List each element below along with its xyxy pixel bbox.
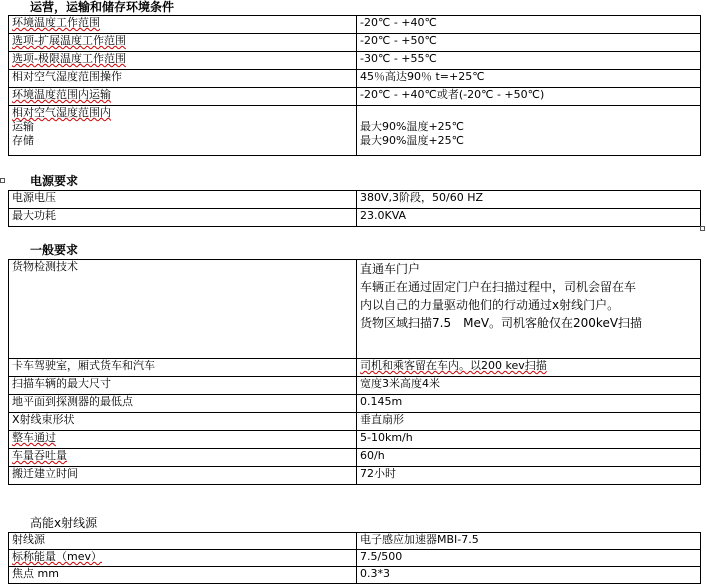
row-label: 相对空气湿度范围内 运输 存储	[9, 106, 357, 156]
row-value: 最大90%温度+25℃ 最大90%温度+25℃	[357, 106, 701, 156]
row-value: 直通车门户 车辆正在通过固定门户在扫描过程中，司机会留在车 内以自己的力量驱动他们的行动通过x射线门户。 货物区域扫描7.5 MeV。司机客舱仅在200keV扫描	[357, 260, 701, 359]
row-value: -20℃ - +50℃	[357, 34, 701, 52]
table-row	[9, 260, 701, 359]
row-value: 司机和乘客留在车内。以200 kev扫描	[357, 359, 701, 377]
row-label: 射线源	[9, 533, 357, 550]
row-label: 相对空气湿度范围操作	[9, 70, 357, 88]
table-row	[9, 359, 701, 377]
row-label: 焦点 mm	[9, 567, 357, 584]
row-value: -20℃ - +40℃或者(-20℃ - +50℃)	[357, 88, 701, 106]
table-row	[9, 377, 701, 395]
row-value: 5-10km/h	[357, 431, 701, 449]
row-value: 宽度3米高度4米	[357, 377, 701, 395]
section-title-general: 一般要求	[30, 243, 79, 257]
row-value: 60/h	[357, 449, 701, 467]
row-label: 选项-极限温度工作范围	[9, 52, 357, 70]
row-value: 电子感应加速器MBI-7.5	[357, 533, 701, 550]
row-label: 搬迁建立时间	[9, 467, 357, 485]
row-label: 卡车驾驶室，厢式货车和汽车	[9, 359, 357, 377]
table-row	[9, 413, 701, 431]
table-row	[9, 52, 701, 70]
power-table	[8, 190, 701, 227]
table-row	[9, 16, 701, 34]
table-row	[9, 467, 701, 485]
row-label: 整车通过	[9, 431, 357, 449]
table-row	[9, 533, 701, 550]
row-label: 车量吞吐量	[9, 449, 357, 467]
row-label: 环境温度工作范围	[9, 16, 357, 34]
row-label: X射线束形状	[9, 413, 357, 431]
row-label: 最大功耗	[9, 209, 357, 227]
table-row	[9, 191, 701, 209]
row-value: 72小时	[357, 467, 701, 485]
section-title-environment: 运营，运输和储存环境条件	[30, 0, 175, 14]
row-label: 标称能量（mev）	[9, 550, 357, 567]
table-row	[9, 567, 701, 584]
table-row	[9, 34, 701, 52]
row-value: 0.3*3	[357, 567, 701, 584]
row-label: 电源电压	[9, 191, 357, 209]
row-label: 扫描车辆的最大尺寸	[9, 377, 357, 395]
row-value: -30℃ - +55℃	[357, 52, 701, 70]
row-label: 地平面到探测器的最低点	[9, 395, 357, 413]
table-row	[9, 449, 701, 467]
row-label: 环境温度范围内运输	[9, 88, 357, 106]
table-row	[9, 88, 701, 106]
row-value: 垂直扇形	[357, 413, 701, 431]
environment-table	[8, 15, 701, 156]
row-value: 7.5/500	[357, 550, 701, 567]
row-label: 货物检测技术	[9, 260, 357, 359]
table-row	[9, 106, 701, 156]
row-label: 选项-扩展温度工作范围	[9, 34, 357, 52]
anchor-marker-icon	[0, 178, 5, 183]
table-row	[9, 209, 701, 227]
xray-source-table	[8, 532, 701, 584]
section-title-power: 电源要求	[30, 174, 79, 188]
section-title-xray-source: 高能x射线源	[30, 516, 98, 530]
row-value: 380V,3阶段，50/60 HZ	[357, 191, 701, 209]
table-resize-handle-icon	[700, 226, 705, 231]
table-row	[9, 70, 701, 88]
row-value: 45％高达90％ t=+25℃	[357, 70, 701, 88]
row-value: 0.145m	[357, 395, 701, 413]
table-row	[9, 431, 701, 449]
row-value: 23.0KVA	[357, 209, 701, 227]
table-row	[9, 550, 701, 567]
general-table	[8, 259, 701, 485]
table-row	[9, 395, 701, 413]
row-value: -20℃ - +40℃	[357, 16, 701, 34]
